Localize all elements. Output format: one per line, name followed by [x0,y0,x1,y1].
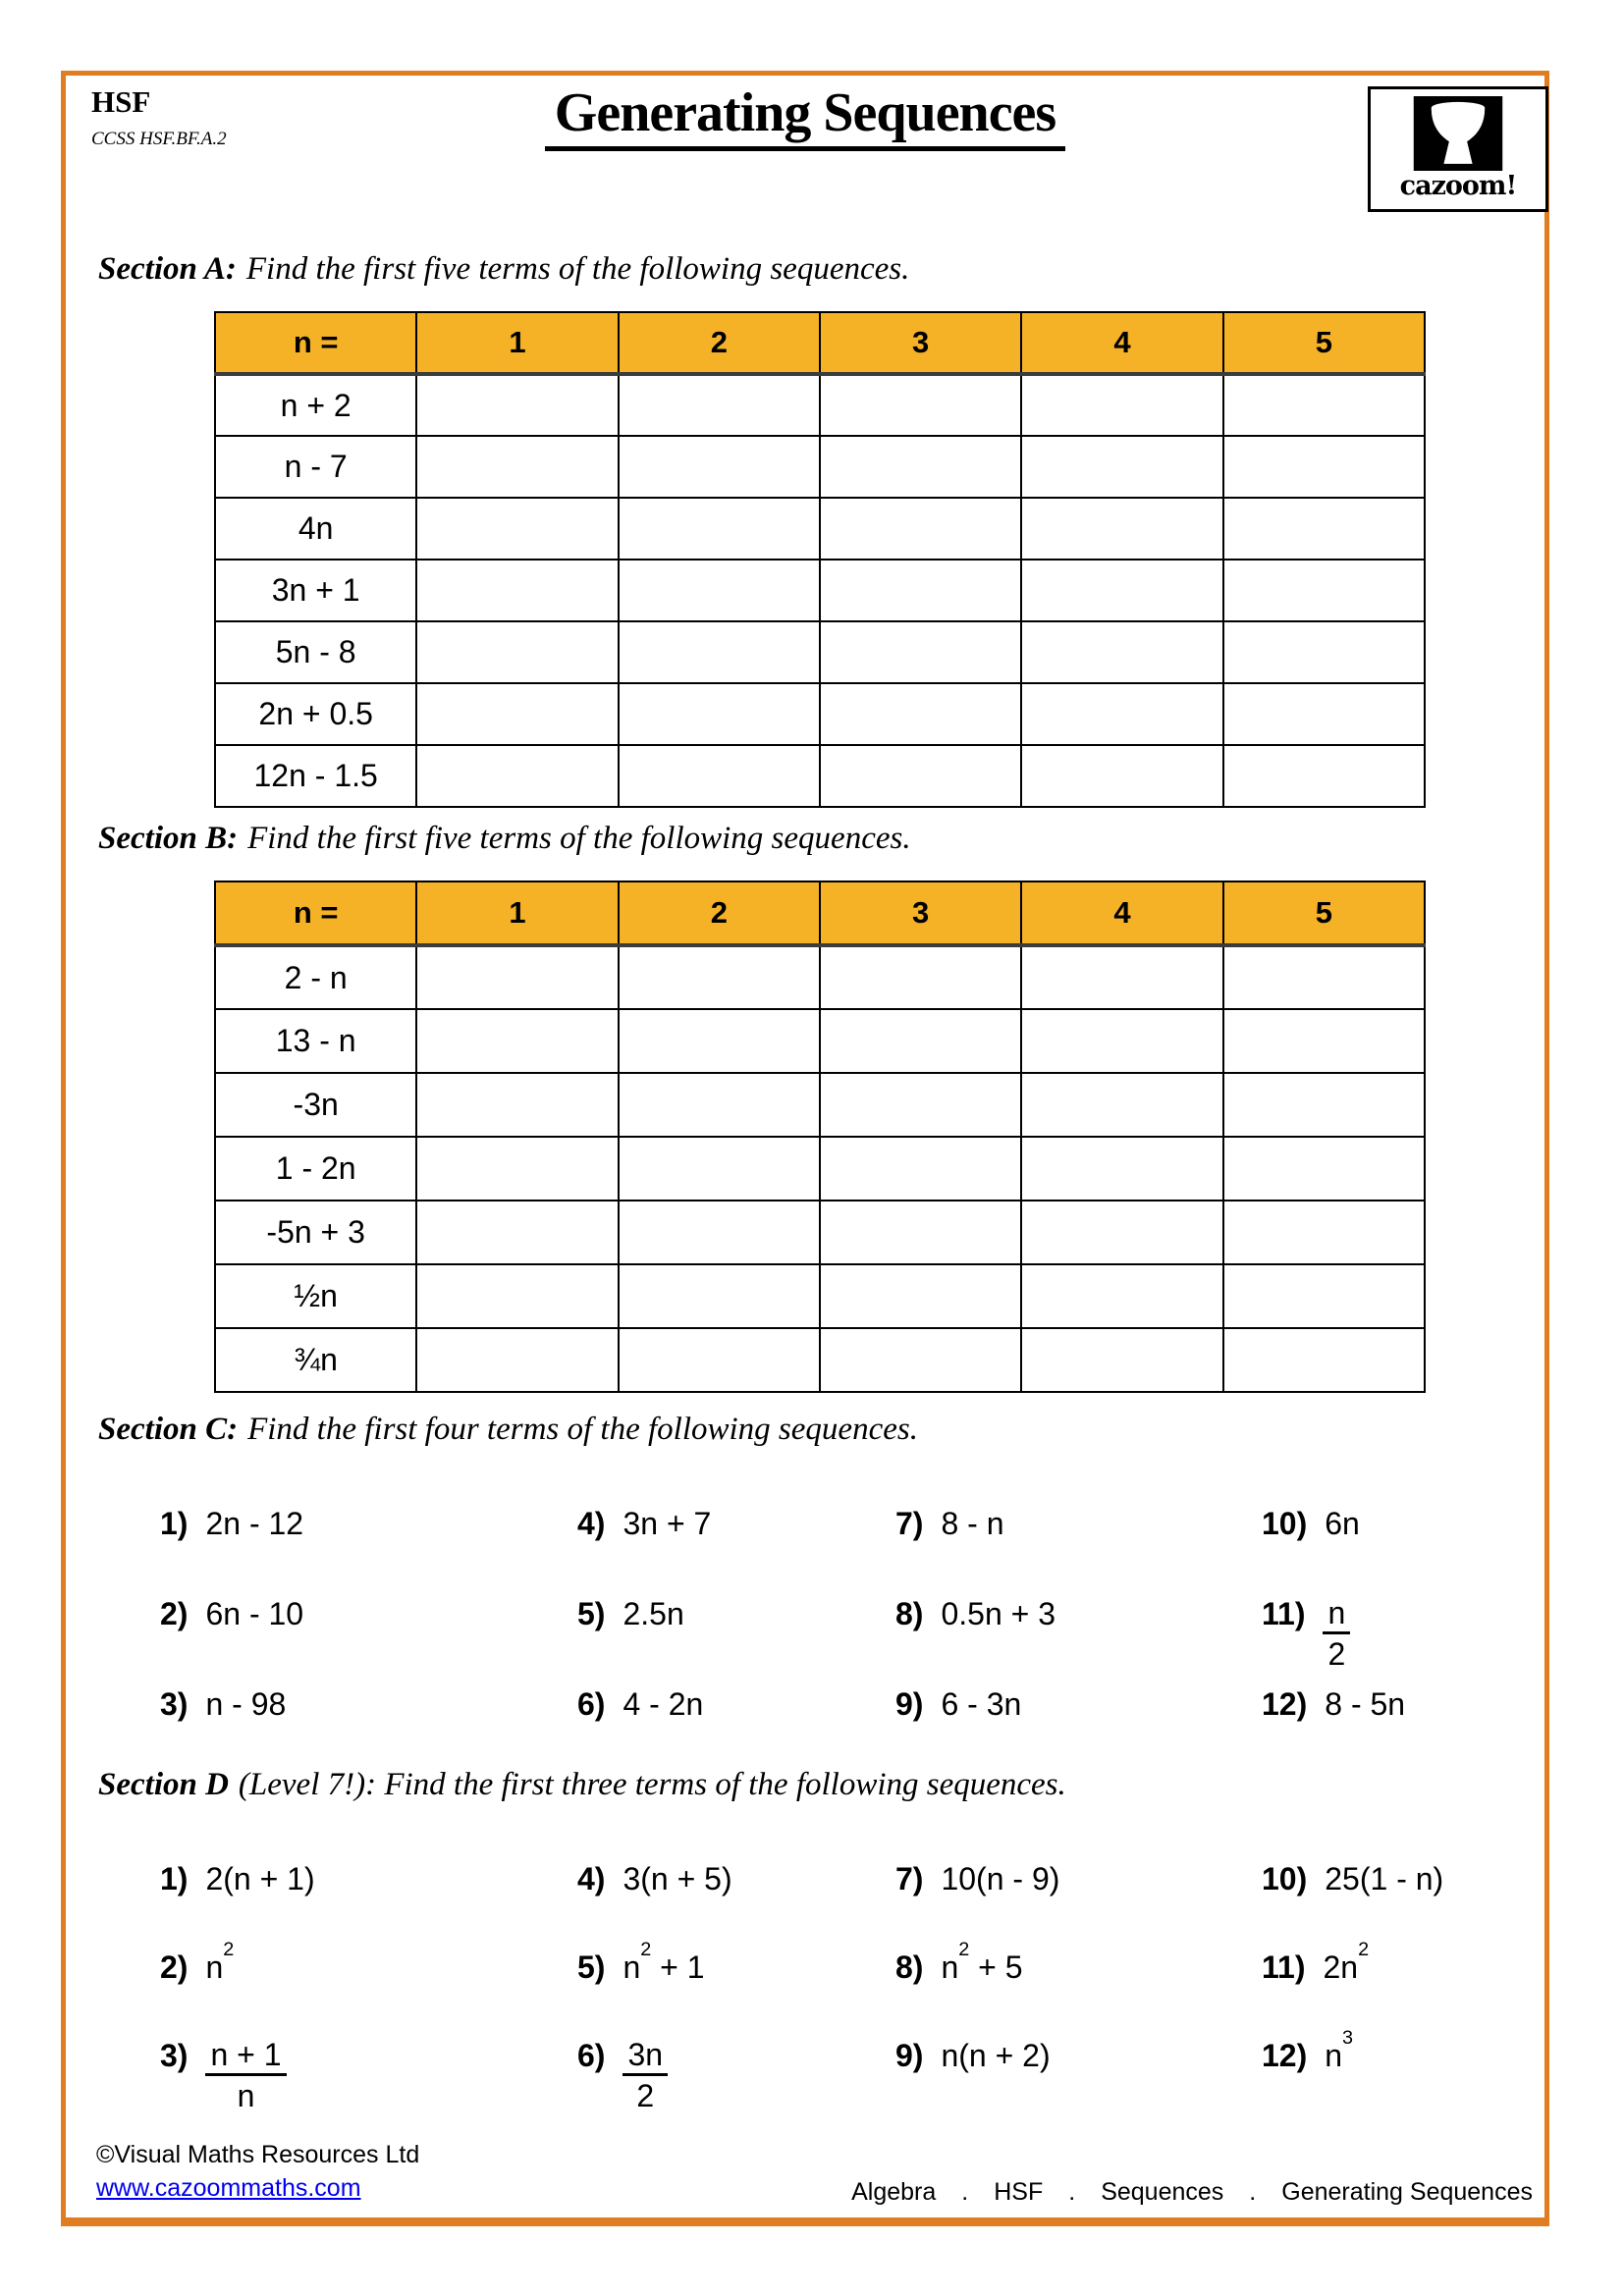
problem-expression: 8 - n [941,1506,1004,1541]
section-label: Section B: [98,821,239,856]
answer-cell [416,1073,618,1137]
table-row [215,1201,1425,1264]
answer-cell [1021,1201,1222,1264]
problem-item [895,2037,1262,2125]
answer-cell [1021,436,1222,498]
answer-cell [820,498,1021,560]
problem-item [895,1860,1262,1949]
section-instruction: Find the first four terms of the following sequences. [247,1412,918,1447]
sequence-rule-label: -5n + 3 [215,1201,416,1264]
problem-expression: $n^2 + 5$ [941,1939,1023,1985]
logo-wordmark: cazoom! [1399,171,1517,201]
sequence-rule-label: 2n + 0.5 [215,683,416,745]
sequence-rule-label: 4n [215,498,416,560]
problem-item [160,1860,577,1949]
problem-expression: n - 98 [205,1686,287,1722]
problem-item [1262,1505,1535,1595]
table-row [215,683,1425,745]
answer-cell [820,1264,1021,1328]
sequence-rule-label: -3n [215,1073,416,1137]
problem-item [577,1505,895,1595]
answer-cell [416,621,618,683]
section-label: Section C: [98,1412,239,1447]
problem-expression: $n^2$ [205,1939,235,1985]
answer-cell [1223,1328,1425,1392]
table-row [215,1137,1425,1201]
curriculum-code: HSF [91,84,151,119]
table-row [215,436,1425,498]
answer-cell [416,1264,618,1328]
answer-cell [1021,683,1222,745]
sequence-table-a [214,311,1426,808]
section-d-heading [98,1766,1066,1805]
answer-cell [416,945,618,1009]
answer-cell [416,1137,618,1201]
problem-number: 9) [895,2038,924,2073]
problem-number: 11) [1262,1949,1306,1985]
problem-item [577,1860,895,1949]
problem-item [1262,1595,1535,1685]
problem-number: 4) [577,1506,606,1541]
answer-cell [1223,1201,1425,1264]
breadcrumb [851,2178,1533,2207]
fraction: $\frac{n}{2}$ [1323,1595,1350,1672]
title-wrap [66,81,1544,151]
page-title: Generating Sequences [545,81,1065,151]
breadcrumb-item: Algebra [851,2178,937,2206]
section-d-problems [160,1860,1535,2125]
answer-cell [416,745,618,807]
problem-expression: 3n + 7 [623,1506,712,1541]
table-row [215,1328,1425,1392]
problem-number: 12) [1262,2038,1308,2073]
answer-cell [1223,436,1425,498]
column-header: 5 [1223,312,1425,374]
answer-cell [416,560,618,621]
problem-number: 10) [1262,1506,1308,1541]
problem-number: 8) [895,1596,924,1631]
fraction: $\frac{3n}{2}$ [623,2037,668,2113]
answer-cell [619,745,820,807]
answer-cell [416,436,618,498]
answer-cell [820,1137,1021,1201]
answer-cell [820,683,1021,745]
answer-cell [1021,1009,1222,1073]
problem-number: 1) [160,1861,189,1896]
section-instruction: Find the first five terms of the following sequences. [247,821,911,856]
fraction: $\frac{n + 1}{n}$ [205,2037,286,2113]
answer-cell [1021,745,1222,807]
breadcrumb-item: Sequences [1101,2178,1224,2206]
answer-cell [1223,560,1425,621]
problem-expression: 2.5n [623,1596,684,1631]
problem-expression: 3(n + 5) [623,1861,732,1896]
problem-item [577,1685,895,1776]
problem-number: 5) [577,1596,606,1631]
table-row [215,1009,1425,1073]
answer-cell [1021,1137,1222,1201]
problem-number: 6) [577,2038,606,2073]
column-header: 1 [416,881,618,945]
answer-cell [619,1264,820,1328]
sequence-rule-label: ¾n [215,1328,416,1392]
table-row [215,745,1425,807]
answer-cell [416,498,618,560]
sequence-rule-label: 2 - n [215,945,416,1009]
sequence-rule-label: 13 - n [215,1009,416,1073]
sequence-rule-label: 3n + 1 [215,560,416,621]
answer-cell [820,945,1021,1009]
answer-cell [820,1009,1021,1073]
column-header: 4 [1021,312,1222,374]
table-row [215,945,1425,1009]
answer-cell [1223,745,1425,807]
column-header: 2 [619,881,820,945]
problem-expression [1323,1595,1350,1672]
column-header: 3 [820,881,1021,945]
problem-item [1262,1939,1535,2037]
problem-number: 12) [1262,1686,1308,1722]
answer-cell [619,1201,820,1264]
problem-number: 3) [160,1686,189,1722]
problem-expression: 2n - 12 [205,1506,304,1541]
sequence-rule-label: 1 - 2n [215,1137,416,1201]
problem-number: 3) [160,2038,189,2073]
sequence-rule-label: 12n - 1.5 [215,745,416,807]
table-row [215,1073,1425,1137]
problem-item [160,2037,577,2125]
problem-item [1262,2027,1535,2125]
problem-item [895,1595,1262,1685]
sequence-rule-label: 5n - 8 [215,621,416,683]
answer-cell [820,621,1021,683]
problem-number: 6) [577,1686,606,1722]
table-row [215,374,1425,436]
section-label: Section D [98,1767,229,1802]
answer-cell [619,1137,820,1201]
breadcrumb-item: HSF [994,2178,1044,2206]
problem-expression: n(n + 2) [941,2038,1051,2073]
answer-cell [619,436,820,498]
answer-cell [1021,1264,1222,1328]
answer-cell [619,1009,820,1073]
answer-cell [1021,374,1222,436]
section-a-heading [98,250,909,290]
answer-cell [416,1009,618,1073]
sequence-rule-label: ½n [215,1264,416,1328]
answer-cell [820,745,1021,807]
section-b-heading [98,820,911,859]
table-row [215,560,1425,621]
problem-item [895,1939,1262,2037]
column-header: 4 [1021,881,1222,945]
breadcrumb-separator: . [961,2178,969,2206]
djembe-drum-icon [1413,96,1503,171]
section-c-heading [98,1411,918,1450]
problem-expression: $2n^2$ [1323,1939,1370,1985]
column-header: n = [215,312,416,374]
problem-expression: 2(n + 1) [205,1861,315,1896]
problem-item [1262,1685,1535,1776]
cazoom-logo [1368,86,1548,212]
answer-cell [619,560,820,621]
problem-item [160,1685,577,1776]
problem-item [577,1939,895,2037]
breadcrumb-item: Generating Sequences [1281,2178,1533,2206]
answer-cell [820,560,1021,621]
answer-cell [619,1328,820,1392]
answer-cell [619,374,820,436]
problem-expression: 25(1 - n) [1325,1861,1444,1896]
problem-expression [205,2037,286,2113]
section-label: Section A: [98,251,237,287]
answer-cell [416,683,618,745]
breadcrumb-separator: . [1249,2178,1257,2206]
table-row [215,1264,1425,1328]
problem-expression: 6n [1325,1506,1360,1541]
answer-cell [1223,621,1425,683]
answer-cell [1021,1328,1222,1392]
problem-expression: $n^3$ [1325,2027,1354,2073]
table-header-row [215,881,1425,945]
problem-item [895,1505,1262,1595]
problem-item [577,1595,895,1685]
problem-item [160,1939,577,2037]
sequence-rule-label: n - 7 [215,436,416,498]
ccss-standard: CCSS HSF.BF.A.2 [91,129,227,149]
problem-number: 2) [160,1596,189,1631]
answer-cell [416,1328,618,1392]
problem-item [160,1505,577,1595]
breadcrumb-separator: . [1068,2178,1076,2206]
problem-expression: 8 - 5n [1325,1686,1406,1722]
column-header: 1 [416,312,618,374]
answer-cell [1223,1073,1425,1137]
problem-item [895,1685,1262,1776]
orange-page-border [61,71,1549,2226]
problem-expression: 6n - 10 [205,1596,304,1631]
column-header: 2 [619,312,820,374]
section-instruction: (Level 7!): Find the first three terms of the following sequences. [238,1767,1066,1802]
problem-item [160,1595,577,1685]
answer-cell [1223,1137,1425,1201]
problem-item [1262,1860,1535,1949]
answer-cell [820,1201,1021,1264]
copyright-text: ©Visual Maths Resources Ltd [96,2141,420,2168]
problem-number: 8) [895,1949,924,1985]
problem-expression: 10(n - 9) [941,1861,1060,1896]
problem-number: 4) [577,1861,606,1896]
problem-item [577,2037,895,2125]
column-header: n = [215,881,416,945]
answer-cell [820,1073,1021,1137]
problem-number: 7) [895,1506,924,1541]
problem-number: 11) [1262,1596,1306,1631]
column-header: 5 [1223,881,1425,945]
table-row [215,621,1425,683]
answer-cell [820,1328,1021,1392]
answer-cell [619,945,820,1009]
answer-cell [1223,1264,1425,1328]
problem-expression [623,2037,668,2113]
sequence-rule-label: n + 2 [215,374,416,436]
problem-expression: $n^2 + 1$ [623,1939,705,1985]
answer-cell [820,436,1021,498]
section-c-problems [160,1505,1535,1776]
answer-cell [1021,560,1222,621]
answer-cell [416,1201,618,1264]
answer-cell [1223,374,1425,436]
answer-cell [619,621,820,683]
answer-cell [416,374,618,436]
answer-cell [1223,945,1425,1009]
answer-cell [619,498,820,560]
website-link[interactable]: www.cazoommaths.com [96,2174,361,2202]
answer-cell [1021,1073,1222,1137]
answer-cell [1223,1009,1425,1073]
answer-cell [1223,683,1425,745]
section-instruction: Find the first five terms of the following sequences. [245,251,910,287]
problem-number: 9) [895,1686,924,1722]
problem-expression: 0.5n + 3 [941,1596,1056,1631]
answer-cell [1021,945,1222,1009]
problem-expression: 6 - 3n [941,1686,1022,1722]
problem-number: 7) [895,1861,924,1896]
sequence-table-b [214,881,1426,1393]
answer-cell [1223,498,1425,560]
problem-number: 2) [160,1949,189,1985]
answer-cell [619,1073,820,1137]
problem-number: 10) [1262,1861,1308,1896]
column-header: 3 [820,312,1021,374]
answer-cell [1021,498,1222,560]
answer-cell [820,374,1021,436]
answer-cell [1021,621,1222,683]
answer-cell [619,683,820,745]
table-row [215,498,1425,560]
problem-number: 5) [577,1949,606,1985]
table-header-row [215,312,1425,374]
problem-expression: 4 - 2n [623,1686,704,1722]
problem-number: 1) [160,1506,189,1541]
